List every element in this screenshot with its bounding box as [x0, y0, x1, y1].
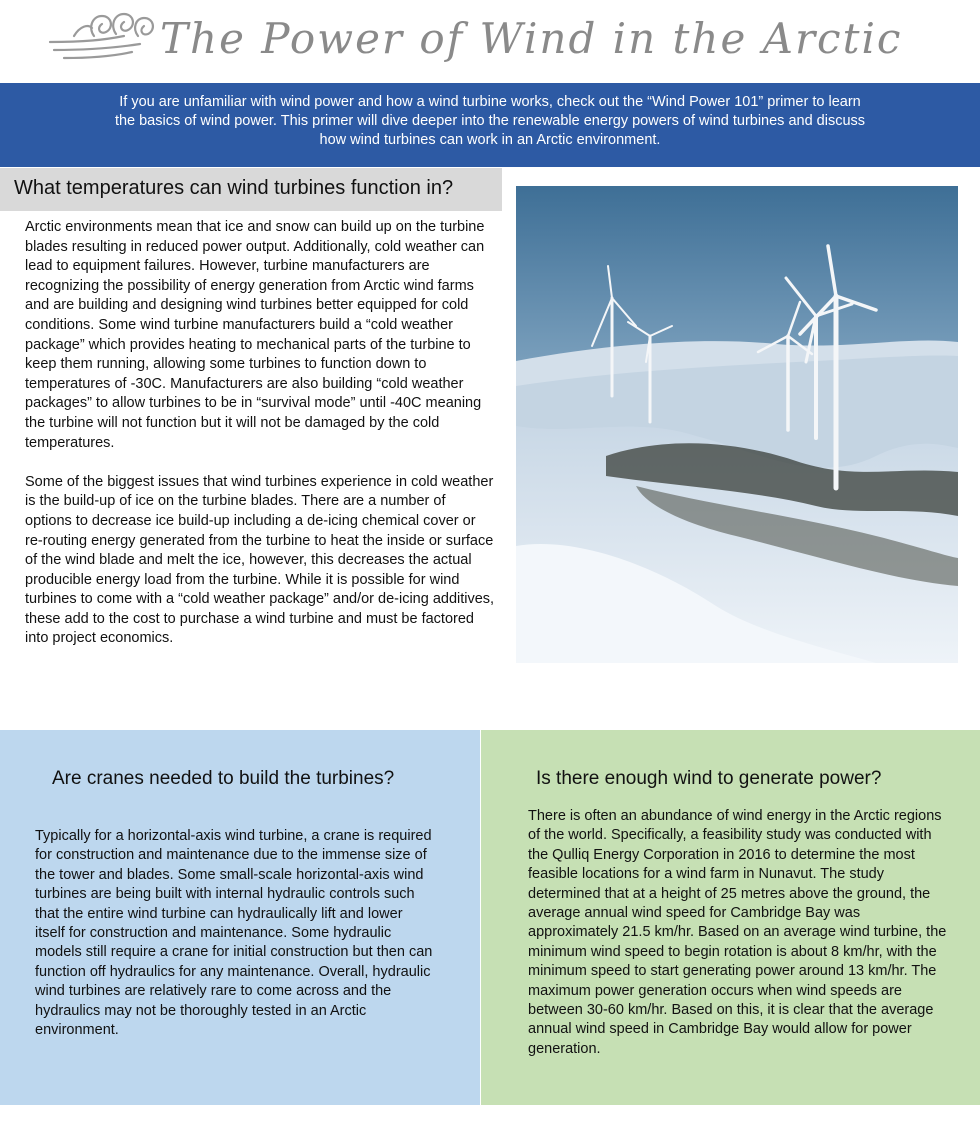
wind-swirl-icon [44, 6, 164, 66]
wind-heading: Is there enough wind to generate power? [536, 768, 882, 789]
wind-text: There is often an abundance of wind energy in the Arctic regions of the world. Specifically, a feasibility study was conducted with the Qulliq Energy Corporation in 2016 to determine the most feasible locations for a wind farm in Nunavut. The study determined that at a height of 25 metres above the ground, the average annual wind speed for Cambridge Bay was approximately 21.5 km/hr. Based on an average wind turbine, the minimum wind speed to begin rotation is about 8 km/hr, with the minimum speed to start generating power around 13 km/hr. The maximum power generation occurs when wind speeds are between 30-60 km/hr. Based on this, it is clear that the average annual wind speed in Cambridge Bay would allow for power generation. [528, 808, 947, 1057]
temperatures-body [25, 218, 495, 669]
wind-panel [481, 730, 980, 1105]
temperatures-heading: What temperatures can wind turbines function in? [14, 177, 454, 199]
cranes-text: Typically for a horizontal-axis wind turbine, a crane is required for construction and maintenance due to the immense size of the tower and blades. Some small-scale horizontal-axis wind turbines are being built with internal hydraulic controls such that the entire wind turbine can hydraulically lift and lower itself for construction and maintenance. Some hydraulic models still require a crane for initial construction but then can function off hydraulics for any maintenance. Overall, hydraulic wind turbines are relatively rare to come across and the hydraulics may not be thoroughly tested in an Arctic environment. [35, 828, 433, 1039]
intro-banner [0, 83, 980, 167]
page-header [0, 0, 980, 82]
temperatures-paragraph-1: Arctic environments mean that ice and snow can build up on the turbine blades resulting in reduced power output. Additionally, cold weather can lead to equipment failures. However, turbine manufacturers are recognizing the possibility of energy generation from Arctic wind farms and are building and designing wind turbines better equipped for cold conditions. Some wind turbine manufacturers build a “cold weather package” which provides heating to mechanical parts of the turbine to keep them running, allowing some turbines to function down to temperatures of -30C. Manufacturers are also building “cold weather packages” to allow turbines to be in “survival mode” until -40C meaning the turbine will not function but it will not be damaged by the cold temperatures. [25, 219, 485, 451]
temperatures-paragraph-2: Some of the biggest issues that wind turbines experience in cold weather is the build-up of ice on the turbine blades. There are a number of options to decrease ice build-up including a de-icing chemical cover or re-routing energy generated from the turbine to heat the inside or surface of the wind blade and melt the ice, however, this decreases the actual producible energy load from the turbine. While it is possible for wind turbines to come with a “cold weather package” and/or de-icing additives, these add to the cost to purchase a wind turbine and must be factored into project economics. [25, 473, 495, 647]
cranes-heading: Are cranes needed to build the turbines? [52, 768, 395, 789]
page-title: The Power of Wind in the Arctic [160, 14, 903, 63]
cranes-panel [0, 730, 480, 1105]
temperatures-heading-bar [0, 168, 502, 211]
arctic-wind-turbines-photo [516, 186, 958, 663]
intro-text: If you are unfamiliar with wind power and how a wind turbine works, check out the “Wind Power 101” primer to learn the basics of wind power. This primer will dive deeper into the renewable energy powers of wind turbines and discuss how wind turbines can work in an Arctic environment. [114, 94, 866, 148]
